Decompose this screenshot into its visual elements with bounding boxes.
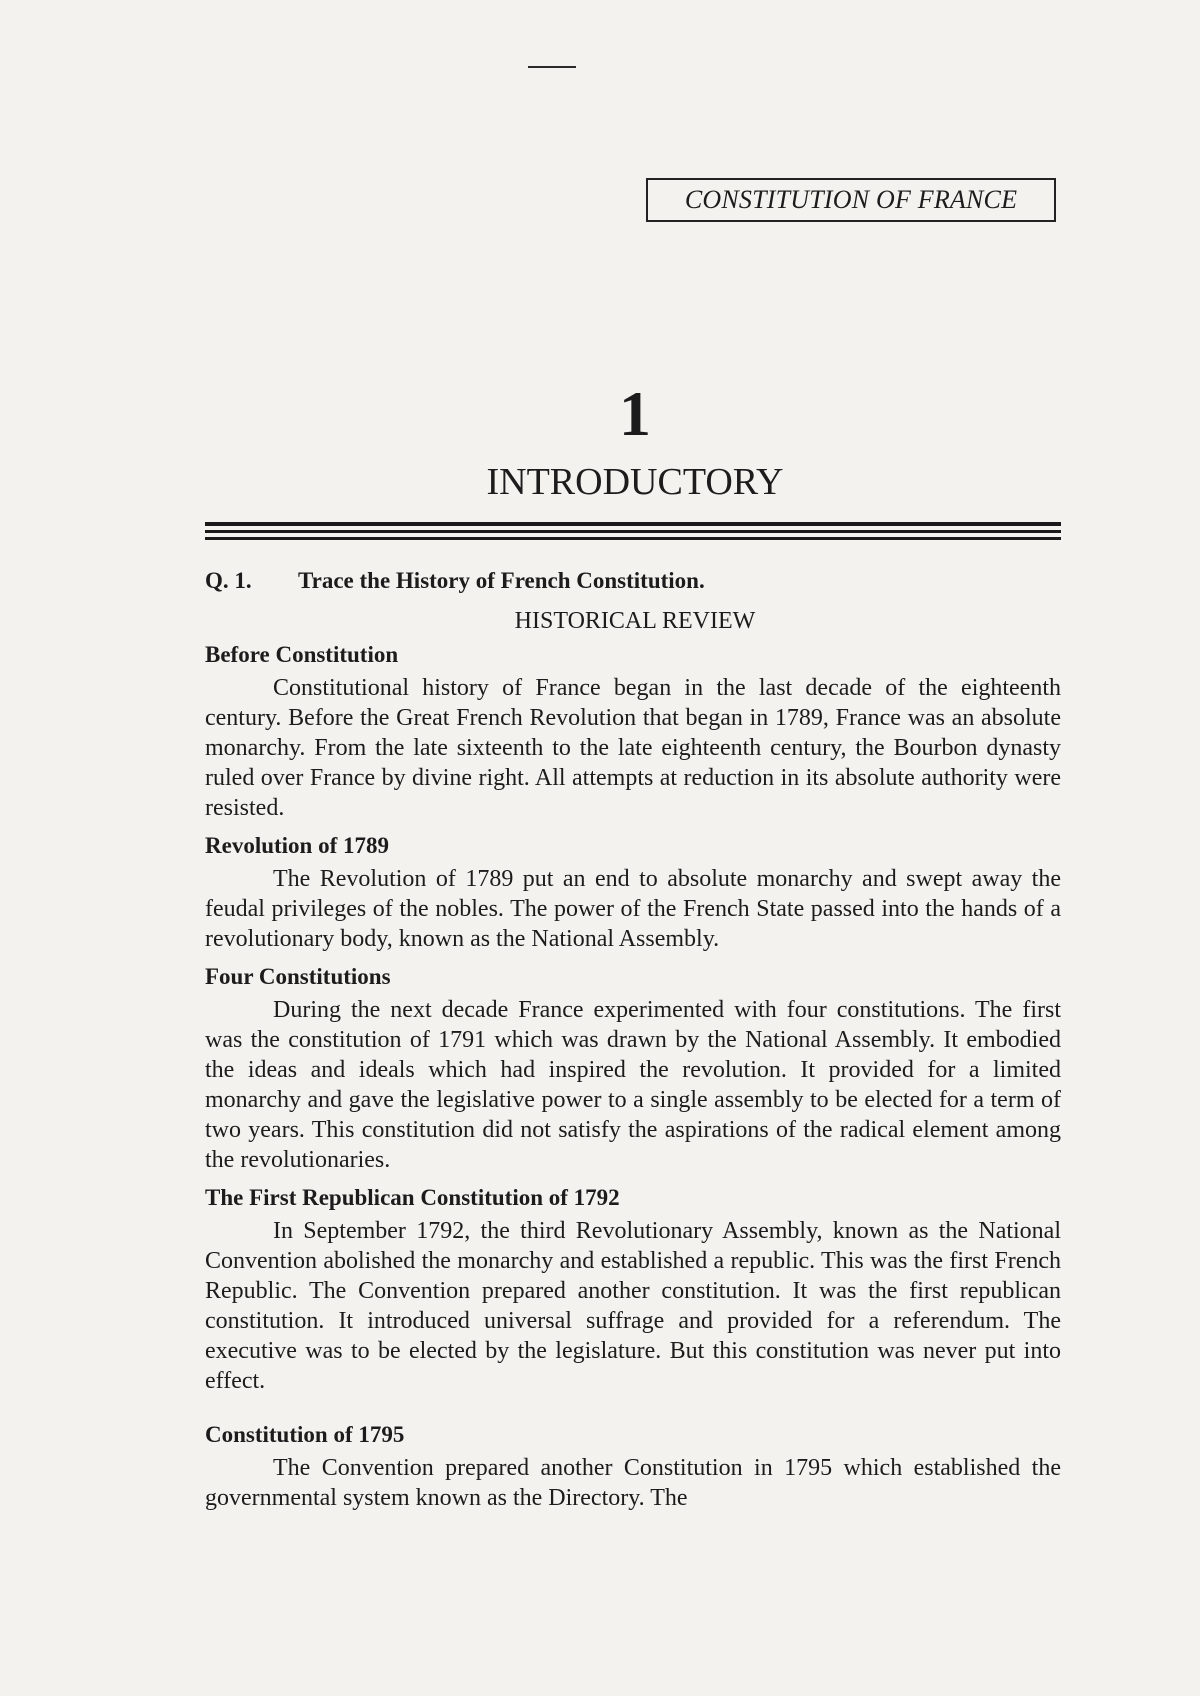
chapter-rule-bottom (205, 537, 1061, 540)
section-heading-before-constitution: Before Constitution (205, 642, 399, 667)
chapter-title: INTRODUCTORY (486, 461, 784, 503)
chapter-rule-middle (205, 530, 1061, 533)
section-heading-first-republican-1792: The First Republican Constitution of 1792 (205, 1185, 620, 1210)
paragraph-four-constitutions: During the next decade France experimented with four constitutions. The first was the constitution of 1791 which was drawn by the National Assembly. It embodied the ideas and ideals which had inspired the revolution. It provided for a limited monarchy and gave the legislative power to a single assembly to be elected for a term of two years. This constitution did not satisfy the aspirations of the radical element among the revolutionaries. (205, 997, 1061, 1173)
question-text: Trace the History of French Constitution. (298, 568, 705, 593)
paragraph-revolution-1789: The Revolution of 1789 put an end to absolute monarchy and swept away the feudal privileges of the nobles. The power of the French State passed into the hands of a revolutionary body, known as the National Assembly. (205, 866, 1061, 952)
question-number: Q. 1. (205, 568, 252, 593)
section-title-historical-review: HISTORICAL REVIEW (514, 608, 756, 634)
running-header: CONSTITUTION OF FRANCE (646, 178, 1056, 222)
section-heading-constitution-1795: Constitution of 1795 (205, 1422, 405, 1447)
section-heading-four-constitutions: Four Constitutions (205, 964, 391, 989)
top-dash-mark (528, 66, 576, 68)
chapter-number: 1 (619, 378, 651, 449)
section-heading-revolution-1789: Revolution of 1789 (205, 833, 389, 858)
chapter-rule-top (205, 522, 1061, 526)
paragraph-constitution-1795: The Convention prepared another Constitution in 1795 which established the governmental system known as the Directory. The (205, 1455, 1061, 1511)
paragraph-first-republican-1792: In September 1792, the third Revolutionary Assembly, known as the National Convention abolished the monarchy and established a republic. This was the first French Republic. The Convention prepared another constitution. It was the first republican constitution. It introduced universal suffrage and provided for a referendum. The executive was to be elected by the legislature. But this constitution was never put into effect. (205, 1218, 1061, 1394)
paragraph-before-constitution: Constitutional history of France began in the last decade of the eighteenth century. Before the Great French Revolution that began in 1789, France was an absolute monarchy. From the late sixteenth to the late eighteenth century, the Bourbon dynasty ruled over France by divine right. All attempts at reduction in its absolute authority were resisted. (205, 675, 1061, 821)
body-text (205, 640, 1061, 1521)
question-line (205, 566, 705, 596)
